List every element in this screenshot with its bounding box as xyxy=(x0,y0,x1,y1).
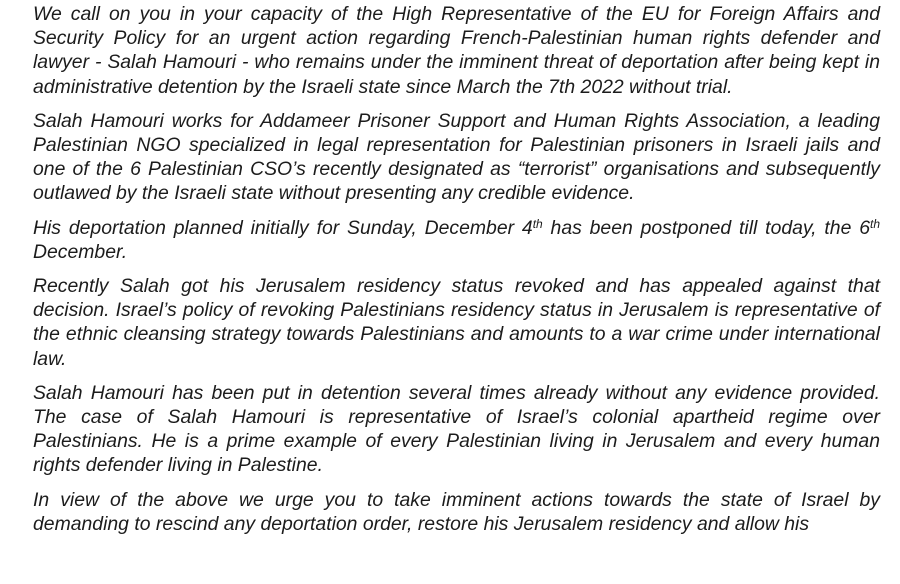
paragraph-urge-actions: In view of the above we urge you to take imminent actions towards the state of Israel by demanding to rescind any deportation order, restore his Jerusalem residency and allow his xyxy=(33,488,880,535)
deportation-text-part-2: has been postponed till today, the 6 xyxy=(542,216,870,239)
ordinal-suffix-2: th xyxy=(869,216,880,231)
paragraph-detention-history: Salah Hamouri has been put in detention several times already without any evidence provided. The case of Salah Hamouri is representative of Israel’s colonial apartheid regime over Palestinians. He is a prime example of every Palestinian living in Jerusalem and every human rights defender living in Palestine. xyxy=(33,381,880,477)
deportation-text-part-3: December. xyxy=(33,240,128,263)
paragraph-urgent-action: We call on you in your capacity of the High Representative of the EU for Foreign Affairs and Security Policy for an urgent action regarding French-Palestinian human rights defender and lawyer - Salah Hamouri - who remains under the imminent threat of deportation after being kept in administrative detention by the Israeli state since March the 7th 2022 without trial. xyxy=(33,3,880,98)
ordinal-suffix-1: th xyxy=(532,216,543,231)
paragraph-addameer: Salah Hamouri works for Addameer Prisoner Support and Human Rights Association, a leading Palestinian NGO specialized in legal representation for Palestinian prisoners in Israeli jails and one of the 6 Palestinian CSO’s recently designated as “terrorist” organisations and subsequently outlawed by the Israeli state without presenting any credible evidence. xyxy=(33,109,880,205)
deportation-text-part-1: His deportation planned initially for Sunday, December 4 xyxy=(33,216,533,239)
paragraph-deportation-date xyxy=(33,216,880,264)
paragraph-residency-revoked: Recently Salah got his Jerusalem residency status revoked and has appealed against that decision. Israel’s policy of revoking Palestinians residency status in Jerusalem is representative of the ethnic cleansing strategy towards Palestinians and amounts to a war crime under international law. xyxy=(33,275,880,370)
letter-body xyxy=(33,2,880,546)
